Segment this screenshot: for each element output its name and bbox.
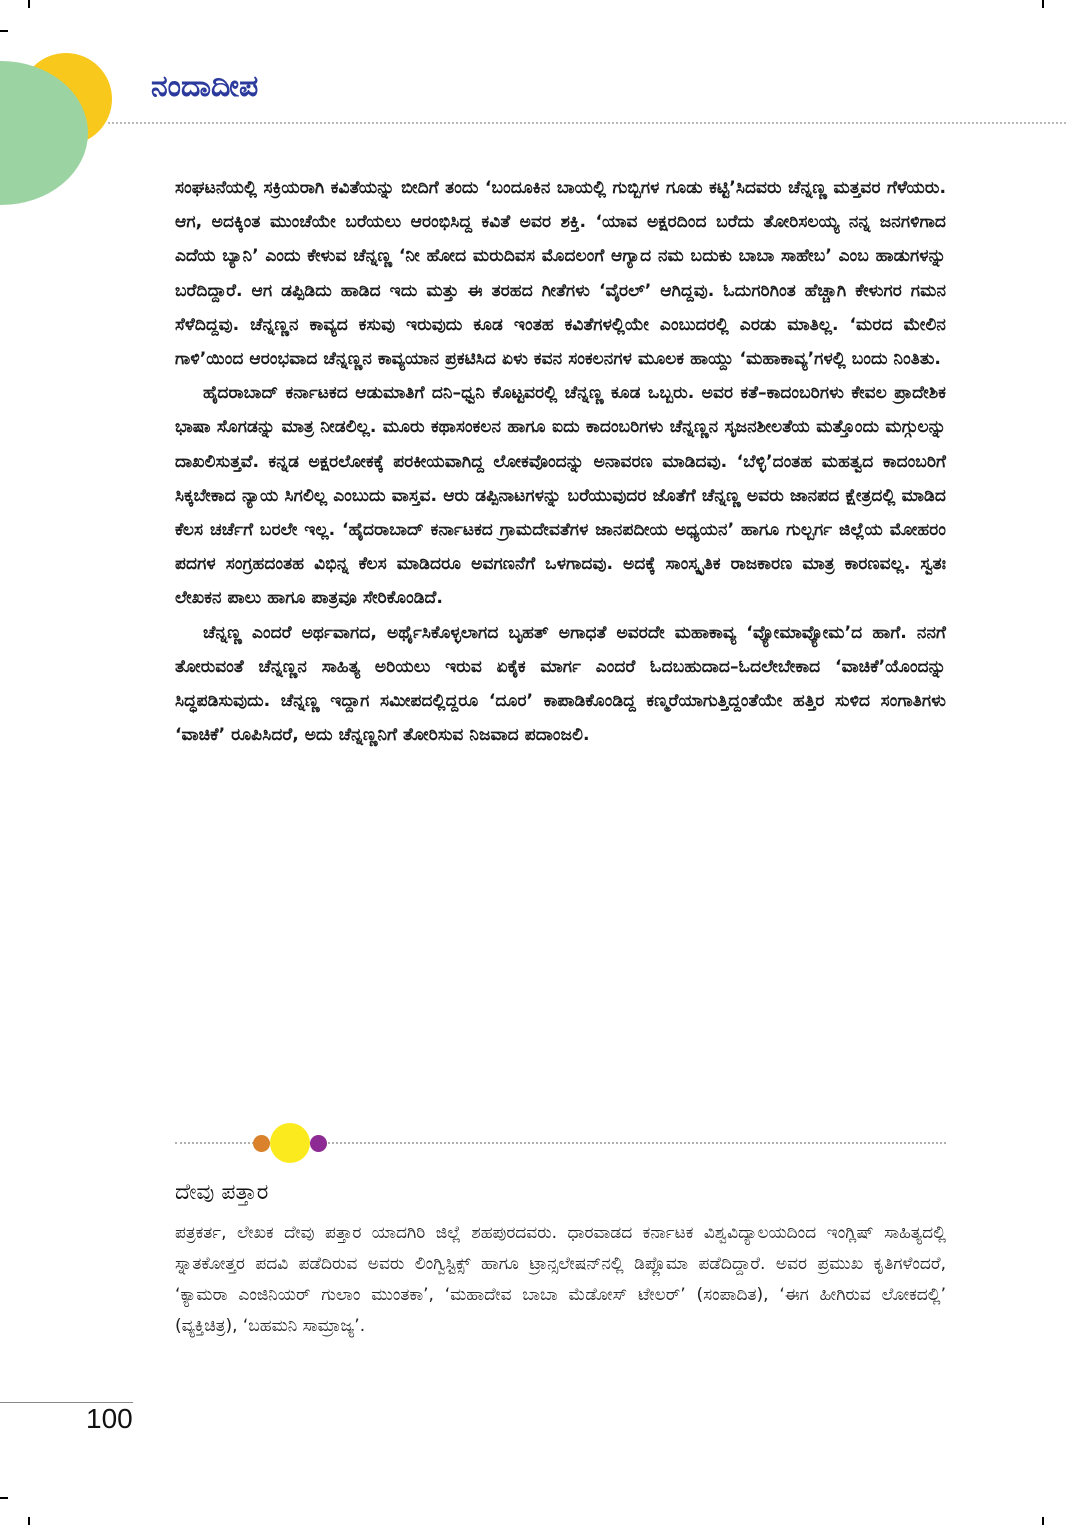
paragraph: ಸಂಘಟನೆಯಲ್ಲಿ ಸಕ್ರಿಯರಾಗಿ ಕವಿತೆಯನ್ನು ಬೀದಿಗೆ ತಂದು ‘ಬಂದೂಕಿನ ಬಾಯಲ್ಲಿ ಗುಬ್ಬಿಗಳ ಗೂಡು ಕಟ್ಟಿ’ಸಿದವರು ಚೆನ್ನಣ್ಣ ಮತ್ತವರ ಗೆಳೆಯರು. ಆಗ, ಅದಕ್ಕಿಂತ ಮುಂಚೆಯೇ ಬರೆಯಲು ಆರಂಭಿಸಿದ್ದ ಕವಿತೆ ಅವರ ಶಕ್ತಿ. ‘ಯಾವ ಅಕ್ಷರದಿಂದ ಬರೆದು ತೋರಿಸಲಯ್ಯ ನನ್ನ ಜನಗಳಿಗಾದ ಎದೆಯ ಬ್ಯಾನಿ’ ಎಂದು ಕೇಳುವ ಚೆನ್ನಣ್ಣ ‘ನೀ ಹೋದ ಮರುದಿವಸ ಮೊದಲಂಗೆ ಆಗ್ಯಾದ ನಮ ಬದುಕು ಬಾಬಾ ಸಾಹೇಬ’ ಎಂಬ ಹಾಡುಗಳನ್ನು ಬರೆದಿದ್ದಾರೆ. ಆಗ ಡಪ್ಪಿಡಿದು ಹಾಡಿದ ಇದು ಮತ್ತು ಈ ತರಹದ ಗೀತೆಗಳು ‘ವೈರಲ್’ ಆಗಿದ್ದವು. ಓದುಗರಿಗಿಂತ ಹೆಚ್ಚಾಗಿ ಕೇಳುಗರ ಗಮನ ಸೆಳೆದಿದ್ದವು. ಚೆನ್ನಣ್ಣನ ಕಾವ್ಯದ ಕಸುವು ಇರುವುದು ಕೂಡ ಇಂತಹ ಕವಿತೆಗಳಲ್ಲಿಯೇ ಎಂಬುದರಲ್ಲಿ ಎರಡು ಮಾತಿಲ್ಲ. ‘ಮರದ ಮೇಲಿನ ಗಾಳಿ’ಯಿಂದ ಆರಂಭವಾದ ಚೆನ್ನಣ್ಣನ ಕಾವ್ಯಯಾನ ಪ್ರಕಟಿಸಿದ ಏಳು ಕವನ ಸಂಕಲನಗಳ ಮೂಲಕ ಹಾಯ್ದು ‘ಮಹಾಕಾವ್ಯ’ಗಳಲ್ಲಿ ಬಂದು ನಿಂತಿತು. [175, 178, 946, 370]
crop-mark-left-lower [0, 1497, 8, 1499]
section-title: ನಂದಾದೀಪ [151, 69, 259, 104]
header-dotted-rule [108, 122, 1066, 124]
author-bio: ಪತ್ರಕರ್ತ, ಲೇಖಕ ದೇವು ಪತ್ತಾರ ಯಾದಗಿರಿ ಜಿಲ್ಲೆ ಶಹಪುರದವರು. ಧಾರವಾಡದ ಕರ್ನಾಟಕ ವಿಶ್ವವಿದ್ಯಾಲಯದಿಂದ ಇಂಗ್ಲಿಷ್ ಸಾಹಿತ್ಯದಲ್ಲಿ ಸ್ನಾತಕೋತ್ತರ ಪದವಿ ಪಡೆದಿರುವ ಅವರು ಲಿಂಗ್ವಿಸ್ಟಿಕ್ಸ್ ಹಾಗೂ ಟ್ರಾನ್ಸಲೇಷನ್‌ನಲ್ಲಿ ಡಿಪ್ಲೊಮಾ ಪಡೆದಿದ್ದಾರೆ. ಅವರ ಪ್ರಮುಖ ಕೃತಿಗಳೆಂದರೆ, ‘ಕ್ಯಾಮರಾ ಎಂಜಿನಿಯರ್ ಗುಲಾಂ ಮುಂತಕಾ’, ‘ಮಹಾದೇವ ಬಾಬಾ ಮೆಡೋಸ್ ಟೇಲರ್’ (ಸಂಪಾದಿತ), ‘ಈಗ ಹೀಗಿರುವ ಲೋಕದಲ್ಲಿ’ (ವ್ಯಕ್ತಿಚಿತ್ರ), ‘ಬಹಮನಿ ಸಾಮ್ರಾಜ್ಯ’. [175, 1223, 946, 1336]
separator-dot-yellow [270, 1123, 310, 1163]
crop-mark-left-upper [0, 30, 8, 32]
crop-mark-top-right [1042, 0, 1044, 8]
author-name: ದೇವು ಪತ್ತಾರ [175, 1180, 269, 1205]
paragraph: ಚೆನ್ನಣ್ಣ ಎಂದರೆ ಅರ್ಥವಾಗದ, ಅರ್ಥೈಸಿಕೊಳ್ಳಲಾಗದ ಬೃಹತ್ ಅಗಾಧತೆ ಅವರದೇ ಮಹಾಕಾವ್ಯ ‘ವ್ಯೋಮಾವ್ಯೋಮ’ದ ಹಾಗೆ. ನನಗೆ ತೋರುವಂತೆ ಚೆನ್ನಣ್ಣನ ಸಾಹಿತ್ಯ ಅರಿಯಲು ಇರುವ ಏಕೈಕ ಮಾರ್ಗ ಎಂದರೆ ಓದಬಹುದಾದ–ಓದಲೇಬೇಕಾದ ‘ವಾಚಿಕೆ’ಯೊಂದನ್ನು ಸಿದ್ಧಪಡಿಸುವುದು. ಚೆನ್ನಣ್ಣ ಇದ್ದಾಗ ಸಮೀಪದಲ್ಲಿದ್ದರೂ ‘ದೂರ’ ಕಾಪಾಡಿಕೊಂಡಿದ್ದ ಕಣ್ಮರೆಯಾಗುತ್ತಿದ್ದಂತೆಯೇ ಹತ್ತಿರ ಸುಳಿದ ಸಂಗಾತಿಗಳು ‘ವಾಚಿಕೆ’ ರೂಪಿಸಿದರೆ, ಅದು ಚೆನ್ನಣ್ಣನಿಗೆ ತೋರಿಸುವ ನಿಜವಾದ ಪದಾಂಜಲಿ. [175, 622, 946, 746]
crop-mark-top-left [28, 0, 30, 8]
separator-dot-purple [310, 1135, 327, 1152]
paragraph: ಹೈದರಾಬಾದ್ ಕರ್ನಾಟಕದ ಆಡುಮಾತಿಗೆ ದನಿ–ಧ್ವನಿ ಕೊಟ್ಟವರಲ್ಲಿ ಚೆನ್ನಣ್ಣ ಕೂಡ ಒಬ್ಬರು. ಅವರ ಕತೆ–ಕಾದಂಬರಿಗಳು ಕೇವಲ ಪ್ರಾದೇಶಿಕ ಭಾಷಾ ಸೊಗಡನ್ನು ಮಾತ್ರ ನೀಡಲಿಲ್ಲ. ಮೂರು ಕಥಾಸಂಕಲನ ಹಾಗೂ ಐದು ಕಾದಂಬರಿಗಳು ಚೆನ್ನಣ್ಣನ ಸೃಜನಶೀಲತೆಯ ಮತ್ತೊಂದು ಮಗ್ಗುಲನ್ನು ದಾಖಲಿಸುತ್ತವೆ. ಕನ್ನಡ ಅಕ್ಷರಲೋಕಕ್ಕೆ ಪರಕೀಯವಾಗಿದ್ದ ಲೋಕವೊಂದನ್ನು ಅನಾವರಣ ಮಾಡಿದವು. ‘ಬೆಳ್ಳಿ’ದಂತಹ ಮಹತ್ವದ ಕಾದಂಬರಿಗೆ ಸಿಕ್ಕಬೇಕಾದ ನ್ಯಾಯ ಸಿಗಲಿಲ್ಲ ಎಂಬುದು ವಾಸ್ತವ. ಆರು ಡಪ್ಪಿನಾಟಗಳನ್ನು ಬರೆಯುವುದರ ಜೊತೆಗೆ ಚೆನ್ನಣ್ಣ ಅವರು ಜಾನಪದ ಕ್ಷೇತ್ರದಲ್ಲಿ ಮಾಡಿದ ಕೆಲಸ ಚರ್ಚೆಗೆ ಬರಲೇ ಇಲ್ಲ. ‘ಹೈದರಾಬಾದ್ ಕರ್ನಾಟಕದ ಗ್ರಾಮದೇವತೆಗಳ ಜಾನಪದೀಯ ಅಧ್ಯಯನ’ ಹಾಗೂ ಗುಲ್ಬರ್ಗ ಜಿಲ್ಲೆಯ ಮೋಹರಂ ಪದಗಳ ಸಂಗ್ರಹದಂತಹ ವಿಭಿನ್ನ ಕೆಲಸ ಮಾಡಿದರೂ ಅವಗಣನೆಗೆ ಒಳಗಾದವು. ಅದಕ್ಕೆ ಸಾಂಸ್ಕೃತಿಕ ರಾಜಕಾರಣ ಮಾತ್ರ ಕಾರಣವಲ್ಲ. ಸ್ವತಃ ಲೇಖಕನ ಪಾಲು ಹಾಗೂ ಪಾತ್ರವೂ ಸೇರಿಕೊಂಡಿದೆ. [175, 383, 946, 609]
page-number: 100 [86, 1403, 133, 1434]
separator-dot-orange [253, 1135, 270, 1152]
crop-mark-bottom-left [28, 1517, 30, 1525]
crop-mark-bottom-right [1042, 1517, 1044, 1525]
article-body [175, 171, 946, 752]
